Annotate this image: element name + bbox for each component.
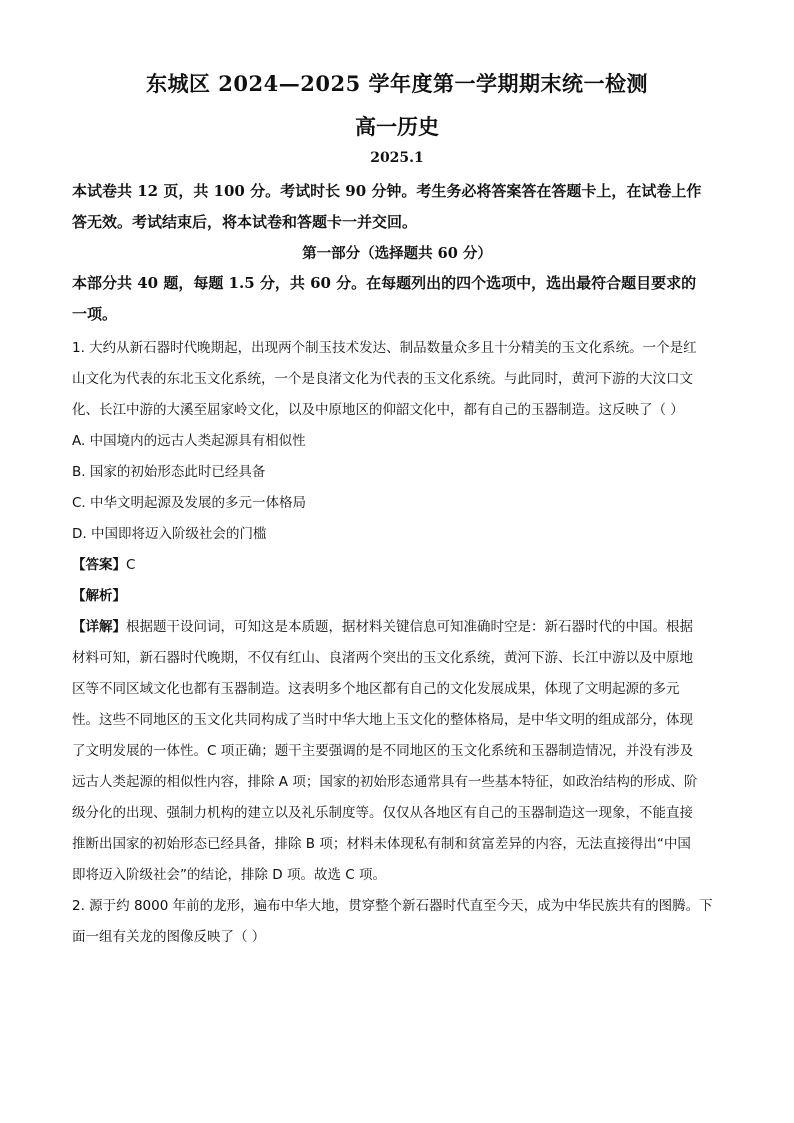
instructions-line-1: 本试卷共 12 页，共 100 分。考试时长 90 分钟。考生务必将答案答在答题卡上，在试卷上作 xyxy=(72,182,702,200)
question-1 xyxy=(72,333,724,953)
q1-analysis xyxy=(72,581,724,612)
part1-desc-line-1: 本部分共 40 题，每题 1.5 分，共 60 分。在每题列出的四个选项中，选出最符合题目要求的 xyxy=(72,274,697,292)
q1-detail-line-2: 材料可知，新石器时代晚期，不仅有红山、良渚两个突出的玉文化系统，黄河下游、长江中游以及中原地 xyxy=(72,650,693,666)
exam-title: 东城区 2024—2025 学年度第一学期期末统一检测 xyxy=(145,71,648,96)
q1-stem-line-3: 化、长江中游的大溪至屈家岭文化，以及中原地区的仰韶文化中，都有自己的玉器制造。这反映了（ ） xyxy=(72,402,684,418)
q1-detail-line-8: 推断出国家的初始形态已经具备，排除 B 项；材料未体现私有制和贫富差异的内容，无法直接得出“中国 xyxy=(72,836,691,852)
detail-label: 【详解】 xyxy=(72,619,126,635)
q1-option-a: A. 中国境内的远古人类起源具有相似性 xyxy=(72,433,306,449)
exam-subject: 高一历史 xyxy=(355,114,439,139)
exam-instructions xyxy=(72,176,724,238)
q2-stem-line-2: 面一组有关龙的图像反映了（ ） xyxy=(72,929,266,945)
answer-value: C xyxy=(126,557,136,573)
q1-stem-line-1: 1. 大约从新石器时代晚期起，出现两个制玉技术发达、制品数量众多且十分精美的玉文化系统。一个是红 xyxy=(72,340,697,356)
part1-heading: 第一部分（选择题共 60 分） xyxy=(302,245,492,262)
q1-detail-line-6: 远古人类起源的相似性内容，排除 A 项；国家的初始形态通常具有一些基本特征，如政治结构的形成、阶 xyxy=(72,774,698,790)
q1-stem-line-2: 山文化为代表的东北玉文化系统，一个是良渚文化为代表的玉文化系统。与此同时，黄河下游的大汶口文 xyxy=(72,371,693,387)
q1-detail-line-5: 了文明发展的一体性。C 项正确；题干主要强调的是不同地区的玉文化系统和玉器制造情况，并没有涉及 xyxy=(72,743,694,759)
q1-answer xyxy=(72,550,724,581)
answer-label: 【答案】 xyxy=(72,557,126,573)
q1-detail-line-1 xyxy=(72,612,724,643)
part1-description xyxy=(72,268,724,330)
part1-desc-line-2: 一项。 xyxy=(72,305,118,323)
q1-option-d: D. 中国即将迈入阶级社会的门槛 xyxy=(72,526,267,542)
analysis-label: 【解析】 xyxy=(72,588,126,604)
q2-stem-line-1: 2. 源于约 8000 年前的龙形，遍布中华大地，贯穿整个新石器时代直至今天，成为中华民族共有的图腾。下 xyxy=(72,898,713,914)
detail-text-1: 根据题干设问词，可知这是本质题，据材料关键信息可知准确时空是：新石器时代的中国。根据 xyxy=(126,619,693,635)
q1-detail-line-4: 性。这些不同地区的玉文化共同构成了当时中华大地上玉文化的整体格局，是中华文明的组成部分，体现 xyxy=(72,712,693,728)
q1-option-c: C. 中华文明起源及发展的多元一体格局 xyxy=(72,495,307,511)
q1-detail-line-7: 级分化的出现、强制力机构的建立以及礼乐制度等。仅仅从各地区有自己的玉器制造这一现象，不能直接 xyxy=(72,805,693,821)
q1-detail-line-3: 区等不同区域文化也都有玉器制造。这表明多个地区都有自己的文化发展成果，体现了文明起源的多元 xyxy=(72,681,680,697)
exam-date: 2025.1 xyxy=(370,150,424,166)
instructions-line-2: 答无效。考试结束后，将本试卷和答题卡一并交回。 xyxy=(72,213,418,231)
q1-option-b: B. 国家的初始形态此时已经具备 xyxy=(72,464,266,480)
q1-detail-line-9: 即将迈入阶级社会”的结论，排除 D 项。故选 C 项。 xyxy=(72,867,386,883)
